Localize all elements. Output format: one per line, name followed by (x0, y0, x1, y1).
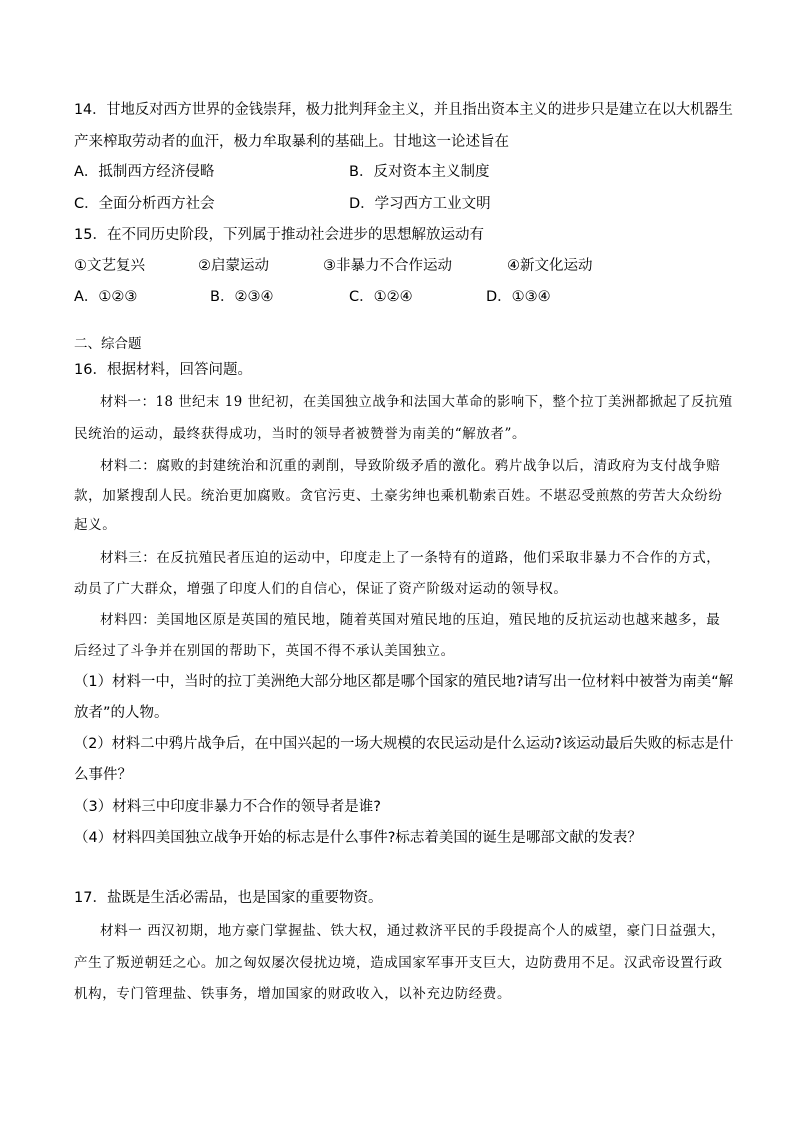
q16-stem: 16．根据材料，回答问题。 (74, 362, 252, 378)
q15-option-a: A．①②③ (74, 289, 138, 305)
q16-material3-line2: 动员了广大群众，增强了印度人们的自信心，保证了资产阶级对运动的领导权。 (74, 581, 568, 597)
q16-sub2-line2: 么事件？ (74, 767, 132, 783)
q14-option-d: D．学习西方工业文明 (349, 196, 491, 212)
q14-option-a: A．抵制西方经济侵略 (74, 164, 215, 180)
q17-stem: 17．盐既是生活必需品，也是国家的重要物资。 (74, 890, 383, 906)
section-title: 二、综合题 (74, 336, 142, 352)
q14-option-b: B．反对资本主义制度 (349, 164, 490, 180)
q15-option-c: C．①②④ (349, 289, 413, 305)
q15-item-4: ④新文化运动 (507, 258, 593, 274)
q16-material3-line1: 材料三：在反抗殖民者压迫的运动中，印度走上了一条特有的道路，他们采取非暴力不合作的方式， (100, 550, 721, 566)
q16-material1-line2: 民统治的运动，最终获得成功，当时的领导者被赞誉为南美的“解放者”。 (74, 426, 527, 442)
q16-sub1-line2: 放者”的人物。 (74, 705, 169, 721)
q16-material4-line1: 材料四：美国地区原是英国的殖民地，随着英国对殖民地的压迫，殖民地的反抗运动也越来越多，最 (100, 612, 721, 628)
q16-material4-line2: 后经过了斗争并在别国的帮助下，英国不得不承认美国独立。 (74, 643, 455, 659)
q14-option-c: C．全面分析西方社会 (74, 196, 215, 212)
q15-item-2: ②启蒙运动 (198, 258, 269, 274)
q15-option-d: D．①③④ (486, 289, 551, 305)
q14-stem-line2: 产来榨取劳动者的血汗，极力牟取暴利的基础上。甘地这一论述旨在 (74, 134, 509, 150)
q16-sub1-line1: （1）材料一中，当时的拉丁美洲绝大部分地区都是哪个国家的殖民地?请写出一位材料中被誉为南美“解 (74, 674, 734, 690)
q14-stem-line1: 14．甘地反对西方世界的金钱崇拜，极力批判拜金主义，并且指出资本主义的进步只是建立在以大机器生 (74, 102, 733, 118)
q17-material1-line3: 机构，专门管理盐、铁事务，增加国家的财政收入，以补充边防经费。 (74, 986, 512, 1002)
q15-item-1: ①文艺复兴 (74, 258, 145, 274)
q17-material1-line2: 产生了叛逆朝廷之心。加之匈奴屡次侵扰边境，造成国家军事开支巨大，边防费用不足。汉武帝设置行政 (74, 955, 723, 971)
q15-stem: 15．在不同历史阶段，下列属于推动社会进步的思想解放运动有 (74, 227, 484, 243)
q15-option-b: B．②③④ (210, 289, 274, 305)
q16-sub3: （3）材料三中印度非暴力不合作的领导者是谁? (74, 799, 381, 815)
q16-sub4: （4）材料四美国独立战争开始的标志是什么事件?标志着美国的诞生是哪部文献的发表？ (74, 830, 642, 846)
q16-material2-line1: 材料二：腐败的封建统治和沉重的剥削，导致阶级矛盾的激化。鸦片战争以后，清政府为支付战争赔 (100, 458, 721, 474)
q16-material2-line3: 起义。 (74, 517, 117, 533)
q15-item-3: ③非暴力不合作运动 (323, 258, 452, 274)
q16-sub2-line1: （2）材料二中鸦片战争后，在中国兴起的一场大规模的农民运动是什么运动?该运动最后失败的标志是什 (74, 736, 734, 752)
q16-material2-line2: 款，加紧搜刮人民。统治更加腐败。贪官污吏、土豪劣绅也乘机勒索百姓。不堪忍受煎熬的劳苦大众纷纷 (74, 488, 723, 504)
q16-material1-line1: 材料一：18 世纪末 19 世纪初，在美国独立战争和法国大革命的影响下，整个拉丁美洲都掀起了反抗殖 (100, 394, 733, 410)
q17-material1-line1: 材料一 西汉初期，地方豪门掌握盐、铁大权，通过救济平民的手段提高个人的威望，豪门日益强大， (100, 923, 726, 939)
